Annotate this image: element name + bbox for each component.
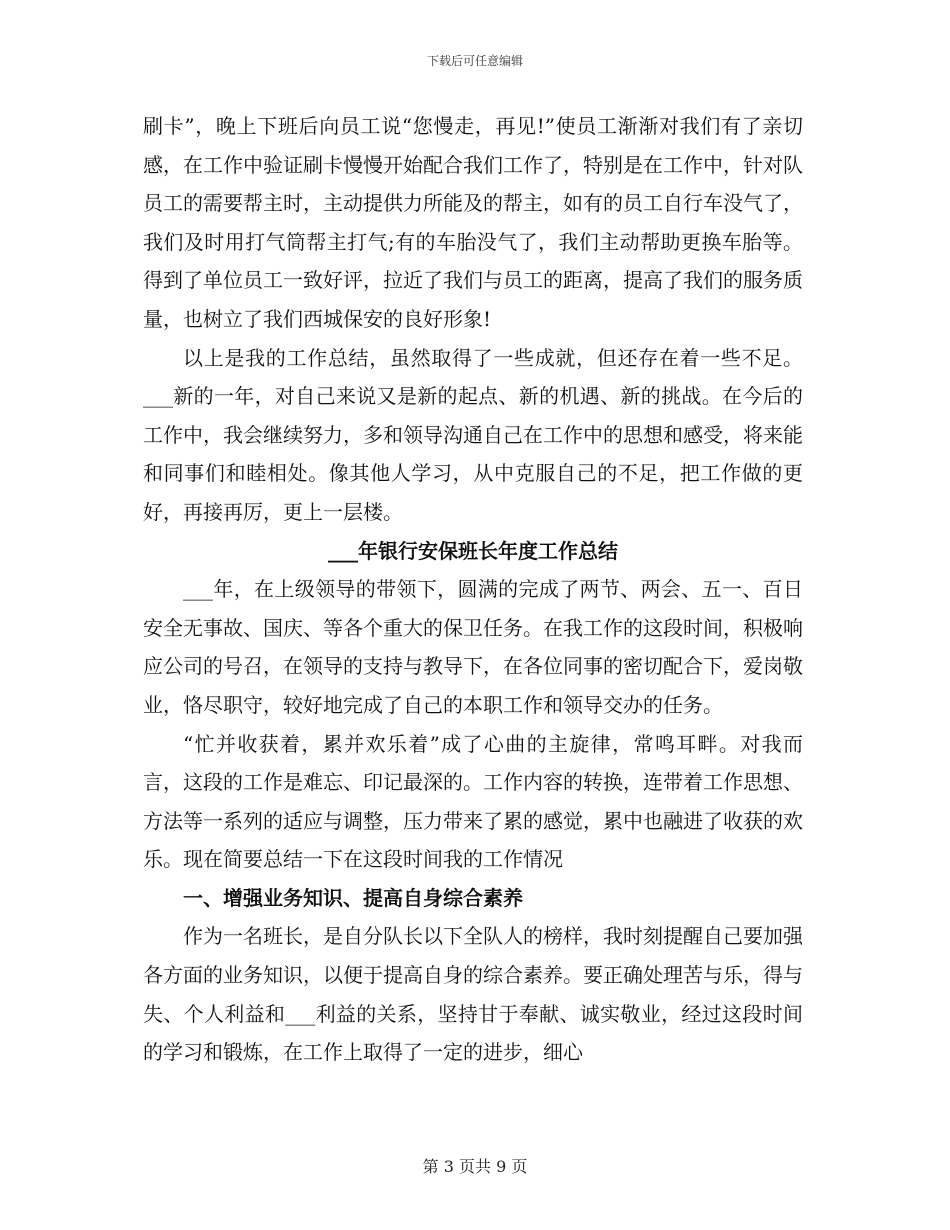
paragraph-reflection: “忙并收获着，累并欢乐着”成了心曲的主旋律，常鸣耳畔。对我而言，这段的工作是难忘、印记最深的。工作内容的转换，连带着工作思想、方法等一系列的适应与调整，压力带来了累的感觉，累中也融进了收获的欢乐。现在简要总结一下在这段时间我的工作情况 (143, 731, 803, 872)
paragraph-section-body: 作为一名班长，是自分队长以下全队人的榜样，我时刻提醒自己要加强各方面的业务知识，以便于提高自身的综合素养。要正确处理苦与乐，得与失、个人利益和___利益的关系，坚持甘于奉献、诚实敬业，经过这段时间的学习和锻炼，在工作上取得了一定的进步，细心 (143, 924, 803, 1065)
document-title: ___年银行安保班长年度工作总结 (328, 538, 618, 563)
paragraph-intro: ___年，在上级领导的带领下，圆满的完成了两节、两会、五一、百日安全无事故、国庆、等各个重大的保卫任务。在我工作的这段时间，积极响应公司的号召，在领导的支持与教导下，在各位同事的密切配合下，爱岗敬业，恪尽职守，较好地完成了自己的本职工作和领导交办的任务。 (143, 577, 803, 717)
page-footer: 第 3 页共 9 页 (422, 1157, 528, 1176)
page-header: 下载后可任意编辑 (426, 54, 523, 68)
paragraph-summary: 以上是我的工作总结，虽然取得了一些成就，但还存在着一些不足。___新的一年，对自己来说又是新的起点、新的机遇、新的挑战。在今后的工作中，我会继续努力，多和领导沟通自己在工作中的思想和感受，将来能和同事们和睦相处。像其他人学习，从中克服自己的不足，把工作做的更好，再接再厉，更上一层楼。 (143, 345, 803, 524)
document-body (143, 107, 803, 1072)
section-heading: 一、增强业务知识、提高自身综合素养 (183, 885, 523, 910)
paragraph-continuation: 刷卡”，晚上下班后向员工说“您慢走，再见!”使员工渐渐对我们有了亲切感，在工作中验证刷卡慢慢开始配合我们工作了，特别是在工作中，针对队员工的需要帮主时，主动提供力所能及的帮主，如有的员工自行车没气了，我们及时用打气筒帮主打气;有的车胎没气了，我们主动帮助更换车胎等。得到了单位员工一致好评，拉近了我们与员工的距离，提高了我们的服务质量，也树立了我们西城保安的良好形象! (143, 114, 803, 331)
